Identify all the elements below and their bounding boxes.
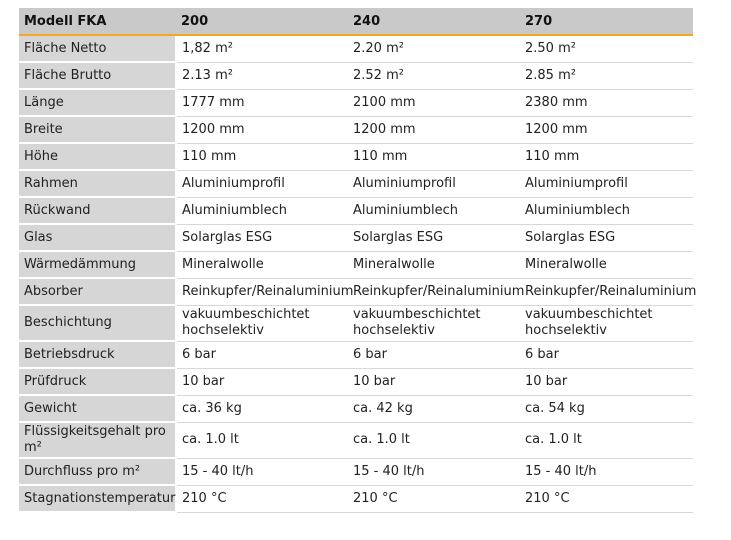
- cell-240: 210 °C: [348, 485, 520, 512]
- table-row: [19, 224, 693, 251]
- table-row: [19, 35, 693, 62]
- cell-240: Aluminiumprofil: [348, 170, 520, 197]
- cell-240: 2100 mm: [348, 89, 520, 116]
- cell-240: 10 bar: [348, 368, 520, 395]
- table-row: [19, 485, 693, 512]
- row-label: Gewicht: [19, 395, 176, 422]
- table-row: [19, 116, 693, 143]
- cell-270: Reinkupfer/Reinaluminium: [520, 278, 693, 305]
- cell-270: 15 - 40 lt/h: [520, 458, 693, 485]
- table-row: [19, 278, 693, 305]
- table-row: [19, 305, 693, 341]
- header-270: 270: [520, 8, 693, 35]
- cell-270: 6 bar: [520, 341, 693, 368]
- row-label: Durchfluss pro m²: [19, 458, 176, 485]
- cell-240: vakuumbeschichtet hochselektiv: [348, 305, 520, 341]
- cell-200: 10 bar: [176, 368, 348, 395]
- table-row: [19, 422, 693, 458]
- cell-200: Aluminiumprofil: [176, 170, 348, 197]
- row-label: Höhe: [19, 143, 176, 170]
- cell-200: 1777 mm: [176, 89, 348, 116]
- cell-200: vakuumbeschichtet hochselektiv: [176, 305, 348, 341]
- cell-240: 2.52 m²: [348, 62, 520, 89]
- cell-240: 1200 mm: [348, 116, 520, 143]
- cell-270: ca. 54 kg: [520, 395, 693, 422]
- row-label: Breite: [19, 116, 176, 143]
- cell-240: 15 - 40 lt/h: [348, 458, 520, 485]
- cell-240: ca. 1.0 lt: [348, 422, 520, 458]
- table-row: [19, 395, 693, 422]
- cell-270: 1200 mm: [520, 116, 693, 143]
- table-row: [19, 458, 693, 485]
- cell-240: 2.20 m²: [348, 35, 520, 62]
- cell-270: 2.85 m²: [520, 62, 693, 89]
- row-label: Rahmen: [19, 170, 176, 197]
- row-label: Wärmedämmung: [19, 251, 176, 278]
- cell-200: 2.13 m²: [176, 62, 348, 89]
- table-row: [19, 197, 693, 224]
- row-label: Glas: [19, 224, 176, 251]
- spec-table-body: [19, 35, 697, 512]
- table-row: [19, 341, 693, 368]
- cell-270: vakuumbeschichtet hochselektiv: [520, 305, 693, 341]
- cell-200: 6 bar: [176, 341, 348, 368]
- cell-270: 2380 mm: [520, 89, 693, 116]
- cell-270: Solarglas ESG: [520, 224, 693, 251]
- cell-270: 2.50 m²: [520, 35, 693, 62]
- header-model: Modell FKA: [19, 8, 176, 35]
- cell-270: Aluminiumprofil: [520, 170, 693, 197]
- row-label: Fläche Netto: [19, 35, 176, 62]
- cell-240: Mineralwolle: [348, 251, 520, 278]
- cell-240: 110 mm: [348, 143, 520, 170]
- spec-table: [19, 8, 697, 513]
- cell-270: ca. 1.0 lt: [520, 422, 693, 458]
- cell-200: ca. 36 kg: [176, 395, 348, 422]
- cell-200: Reinkupfer/Reinaluminium: [176, 278, 348, 305]
- cell-200: Mineralwolle: [176, 251, 348, 278]
- row-label: Rückwand: [19, 197, 176, 224]
- row-label: Prüfdruck: [19, 368, 176, 395]
- header-240: 240: [348, 8, 520, 35]
- cell-200: 210 °C: [176, 485, 348, 512]
- cell-200: Solarglas ESG: [176, 224, 348, 251]
- cell-270: Aluminiumblech: [520, 197, 693, 224]
- table-row: [19, 251, 693, 278]
- row-label: Fläche Brutto: [19, 62, 176, 89]
- row-label: Betriebsdruck: [19, 341, 176, 368]
- table-row: [19, 368, 693, 395]
- row-label: Flüssigkeitsgehalt pro m²: [19, 422, 176, 458]
- cell-200: 1,82 m²: [176, 35, 348, 62]
- cell-270: 110 mm: [520, 143, 693, 170]
- row-label: Stagnationstemperatur: [19, 485, 176, 512]
- row-label: Beschichtung: [19, 305, 176, 341]
- table-row: [19, 170, 693, 197]
- spec-table-header: [19, 8, 693, 35]
- cell-200: 110 mm: [176, 143, 348, 170]
- row-label: Länge: [19, 89, 176, 116]
- cell-270: Mineralwolle: [520, 251, 693, 278]
- cell-200: ca. 1.0 lt: [176, 422, 348, 458]
- table-row: [19, 62, 693, 89]
- cell-270: 10 bar: [520, 368, 693, 395]
- row-label: Absorber: [19, 278, 176, 305]
- cell-200: 15 - 40 lt/h: [176, 458, 348, 485]
- table-row: [19, 143, 693, 170]
- cell-240: Aluminiumblech: [348, 197, 520, 224]
- cell-240: Solarglas ESG: [348, 224, 520, 251]
- table-row: [19, 89, 693, 116]
- cell-200: 1200 mm: [176, 116, 348, 143]
- cell-240: Reinkupfer/Reinaluminium: [348, 278, 520, 305]
- header-200: 200: [176, 8, 348, 35]
- cell-240: 6 bar: [348, 341, 520, 368]
- cell-240: ca. 42 kg: [348, 395, 520, 422]
- cell-270: 210 °C: [520, 485, 693, 512]
- cell-200: Aluminiumblech: [176, 197, 348, 224]
- header-row: [19, 8, 693, 35]
